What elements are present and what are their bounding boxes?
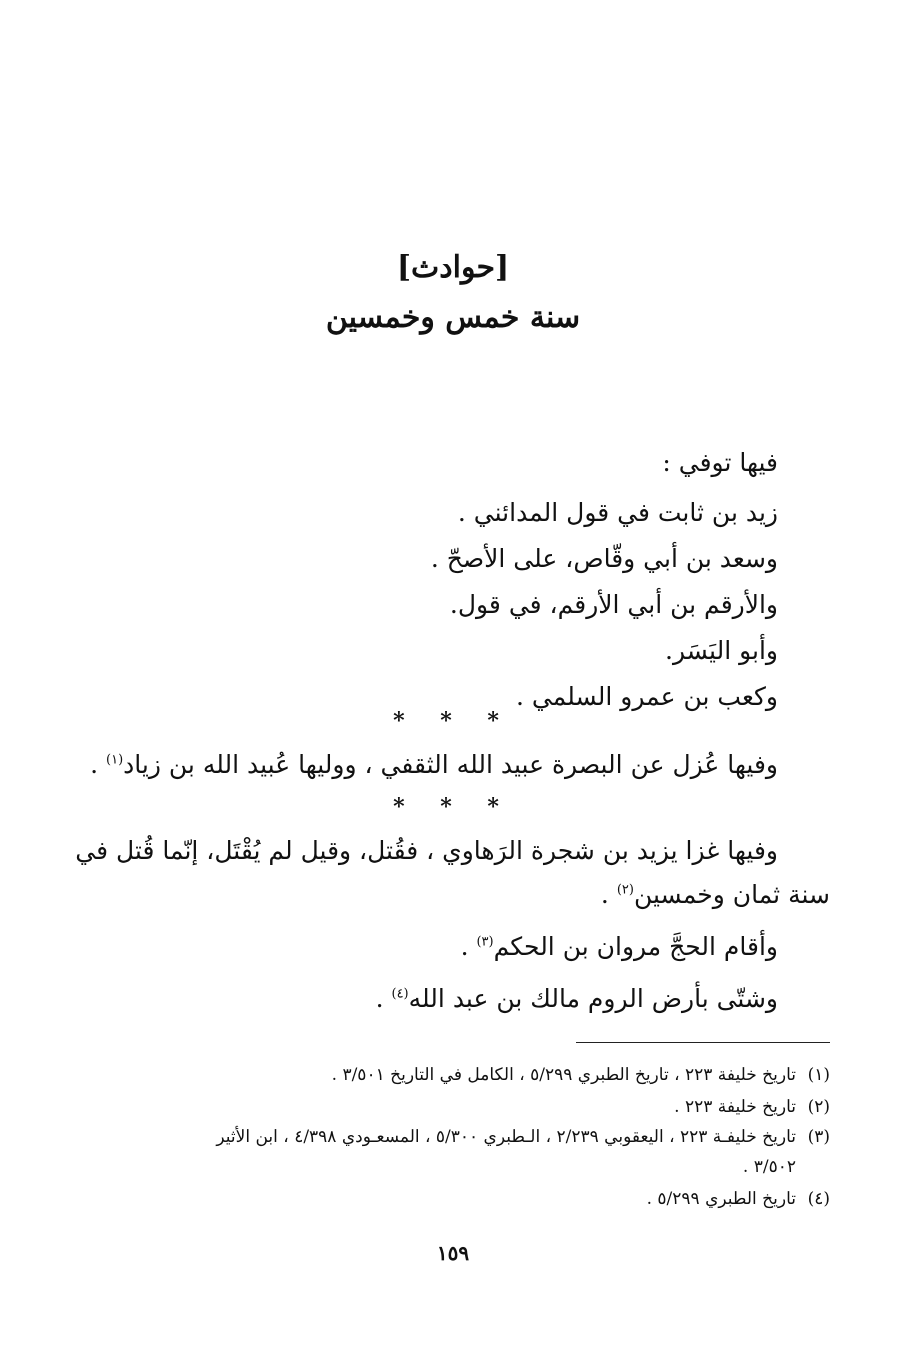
- footnote-text: تاريخ خليفـة ٢٢٣ ، اليعقوبي ٢/٢٣٩ ، الـطبري ٥/٣٠٠ ، المسعـودي ٤/٣٩٨ ، ابن الأثير: [216, 1127, 796, 1147]
- paragraph-text: وفيها عُزل عن البصرة عبيد الله الثقفي ، ووليها عُبيد الله بن زياد: [123, 750, 778, 779]
- paragraph-end: .: [90, 750, 107, 779]
- footnote: [130, 1122, 830, 1152]
- footnote-number: (٣): [807, 1127, 830, 1147]
- section-heading: [حوادث]: [396, 250, 510, 285]
- paragraph-hajj: [461, 924, 778, 970]
- page-number: ١٥٩: [436, 1241, 470, 1265]
- paragraph-raid-line1: وفيها غزا يزيد بن شجرة الرَهاوي ، فقُتل، وقيل لم يُقْتَل، إنّما قُتل في: [75, 836, 778, 865]
- death-entry: وسعد بن أبي وقّاص، على الأصحّ .: [430, 544, 778, 573]
- death-entry: زيد بن ثابت في قول المدائني .: [457, 498, 778, 527]
- footnote-continuation: ٣/٥٠٢ .: [742, 1157, 796, 1177]
- footnote-ref: (٣): [476, 934, 494, 950]
- footnote-ref: (٢): [616, 882, 634, 898]
- paragraph-winter: [376, 976, 778, 1022]
- footnote-text: تاريخ خليفة ٢٢٣ .: [674, 1097, 796, 1117]
- footnote: [130, 1092, 830, 1122]
- footnote: [130, 1060, 830, 1090]
- section-separator: * * *: [393, 794, 513, 820]
- paragraph-text: وشتّى بأرض الروم مالك بن عبد الله: [408, 984, 778, 1013]
- section-separator: * * *: [393, 708, 513, 734]
- paragraph-text: وأقام الحجَّ مروان بن الحكم: [493, 932, 778, 961]
- footnote-text: تاريخ خليفة ٢٢٣ ، تاريخ الطبري ٥/٢٩٩ ، الكامل في التاريخ ٣/٥٠١ .: [331, 1065, 796, 1085]
- death-entry: وكعب بن عمرو السلمي .: [516, 682, 778, 711]
- footnote-ref: (١): [106, 752, 124, 768]
- footnote-number: (٢): [807, 1097, 830, 1117]
- year-heading: سنة خمس وخمسين: [325, 300, 581, 335]
- footnote-text: تاريخ الطبري ٥/٢٩٩ .: [646, 1189, 796, 1209]
- paragraph-end: .: [460, 932, 477, 961]
- paragraph-text: سنة ثمان وخمسين: [633, 880, 830, 909]
- footnote-ref: (٤): [391, 986, 409, 1002]
- footnote: [130, 1184, 830, 1214]
- footnote-divider: [576, 1042, 830, 1043]
- paragraph-basra: [90, 742, 778, 788]
- death-entry: وأبو اليَسَر.: [665, 636, 778, 665]
- paragraph-end: .: [600, 880, 617, 909]
- deaths-intro: فيها توفي :: [662, 448, 778, 477]
- paragraph-end: .: [375, 984, 392, 1013]
- footnote-number: (٤): [807, 1189, 830, 1209]
- paragraph-raid-line2: [601, 872, 830, 918]
- death-entry: والأرقم بن أبي الأرقم، في قول.: [449, 590, 778, 619]
- footnote-number: (١): [807, 1065, 830, 1085]
